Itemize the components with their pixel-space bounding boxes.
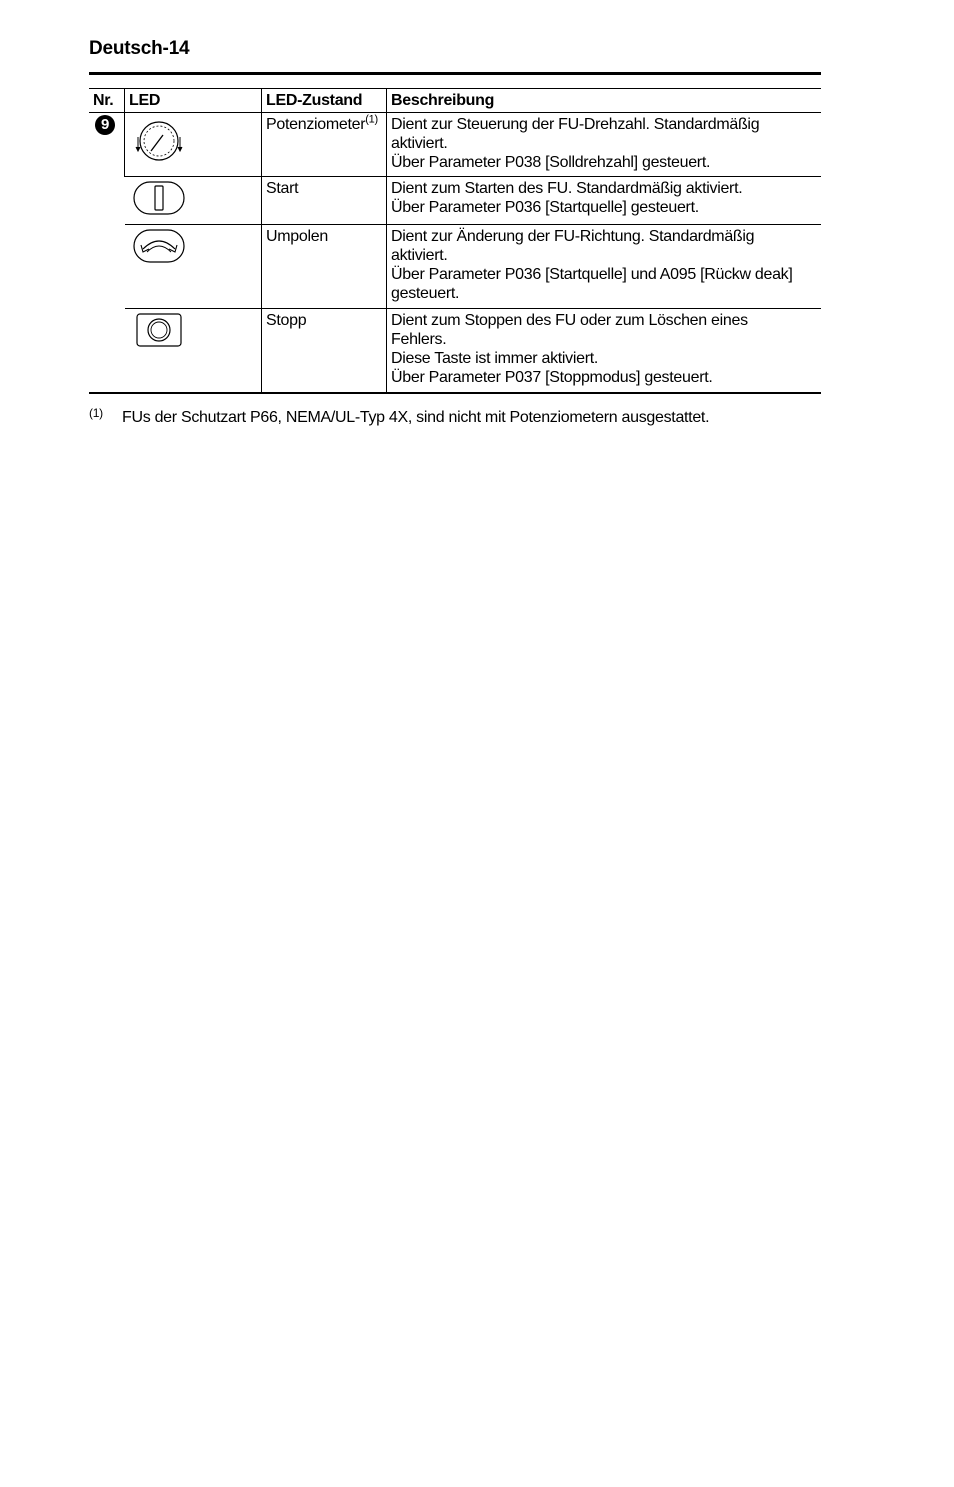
led-cell	[125, 113, 262, 177]
description-line: Über Parameter P038 [Solldrehzahl] gesteuert.	[391, 154, 711, 171]
number-badge: 9	[95, 115, 115, 135]
reverse-key-icon	[129, 227, 189, 265]
table-row	[89, 113, 821, 177]
description-line: Über Parameter P036 [Startquelle] und A095 [Rückw deak]	[391, 266, 793, 283]
column-header-description: Beschreibung	[387, 89, 822, 113]
footnote-reference: (1)	[365, 113, 378, 126]
description-line: Über Parameter P036 [Startquelle] gesteuert.	[391, 199, 699, 216]
footnote-mark: (1)	[89, 406, 103, 420]
footnote-text: FUs der Schutzart P66, NEMA/UL-Typ 4X, sind nicht mit Potenziometern ausgestattet.	[122, 409, 710, 426]
led-state-text: Start	[266, 180, 299, 197]
description-line: gesteuert.	[391, 285, 460, 302]
led-cell	[125, 177, 262, 225]
led-cell	[125, 309, 262, 393]
led-state-text: Umpolen	[266, 228, 328, 245]
column-header-led: LED	[125, 89, 262, 113]
description-line: Dient zur Änderung der FU-Richtung. Standardmäßig	[391, 228, 755, 245]
column-header-led-state: LED-Zustand	[262, 89, 387, 113]
description-cell	[387, 177, 822, 225]
led-state-text: Stopp	[266, 312, 307, 329]
led-state-cell	[262, 225, 387, 309]
description-line: Dient zum Stoppen des FU oder zum Löschen eines	[391, 312, 748, 329]
led-state-cell	[262, 177, 387, 225]
potentiometer-icon	[129, 115, 189, 165]
column-header-nr: Nr.	[89, 89, 125, 113]
description-cell	[387, 309, 822, 393]
description-line: Fehlers.	[391, 331, 447, 348]
number-cell	[89, 113, 125, 393]
start-key-icon	[129, 179, 189, 217]
description-line: aktiviert.	[391, 135, 448, 152]
keypad-keys-table	[89, 88, 821, 394]
description-cell	[387, 113, 822, 177]
table-row	[89, 177, 821, 225]
table-header-row	[89, 89, 821, 113]
description-line: Über Parameter P037 [Stoppmodus] gesteuert.	[391, 369, 713, 386]
description-cell	[387, 225, 822, 309]
stop-key-icon	[129, 311, 189, 349]
page-title: Deutsch-14	[89, 38, 190, 59]
description-line: aktiviert.	[391, 247, 448, 264]
led-state-cell	[262, 113, 387, 177]
description-line: Diese Taste ist immer aktiviert.	[391, 350, 599, 367]
table-row	[89, 309, 821, 393]
table-row	[89, 225, 821, 309]
led-cell	[125, 225, 262, 309]
led-state-cell	[262, 309, 387, 393]
led-state-text: Potenziometer	[266, 116, 366, 133]
description-line: Dient zur Steuerung der FU-Drehzahl. Standardmäßig	[391, 116, 760, 133]
header-rule	[89, 72, 821, 75]
description-line: Dient zum Starten des FU. Standardmäßig aktiviert.	[391, 180, 743, 197]
